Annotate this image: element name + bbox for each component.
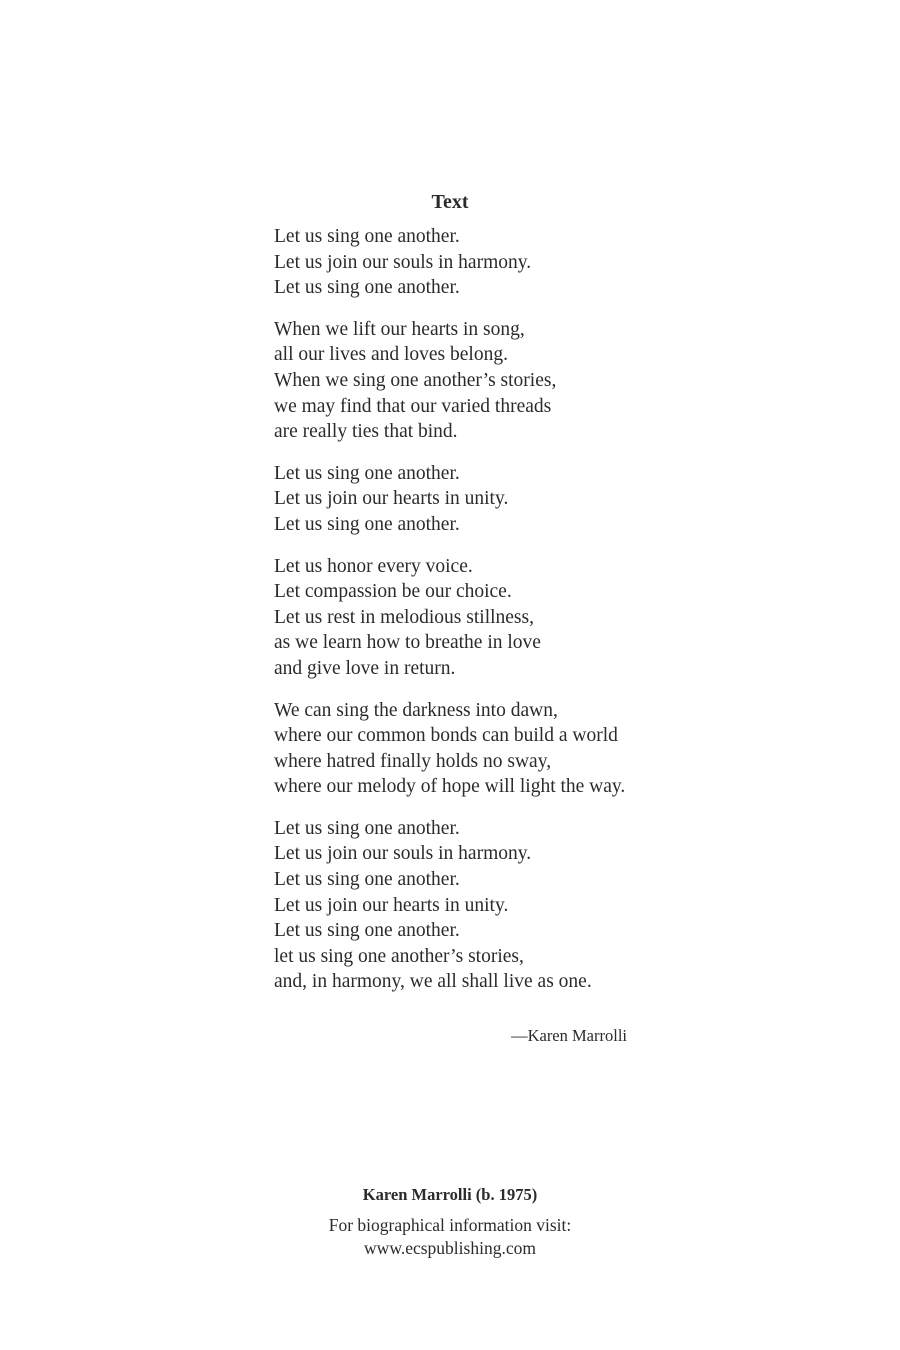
poem-line: When we lift our hearts in song,	[274, 318, 525, 340]
poem-line: Let us sing one another.	[274, 226, 460, 247]
stanza	[274, 461, 654, 538]
poem-line: Let us sing one another.	[274, 513, 460, 535]
poem-line: Let us join our hearts in unity.	[274, 488, 509, 510]
stanza	[274, 554, 654, 682]
poem-line: where our common bonds can build a world	[274, 725, 618, 747]
poem-line: Let compassion be our choice.	[274, 581, 512, 603]
poem-line: Let us join our souls in harmony.	[274, 843, 532, 865]
composer-bio	[0, 1184, 900, 1260]
stanza	[274, 317, 654, 445]
stanza	[274, 698, 654, 800]
bio-info: For biographical information visit:	[328, 1215, 572, 1235]
poem-line: Let us sing one another.	[274, 920, 460, 942]
poem-line: where hatred finally holds no sway,	[274, 750, 552, 772]
stanza	[274, 224, 654, 301]
poem-line: Let us rest in melodious stillness,	[274, 606, 534, 628]
bio-name: Karen Marrolli (b. 1975)	[362, 1185, 538, 1204]
poem-line: are really ties that bind.	[274, 421, 458, 443]
poem-attribution: —Karen Marrolli	[511, 1026, 627, 1045]
poem-body	[274, 224, 654, 1011]
poem-line: let us sing one another’s stories,	[274, 945, 524, 967]
poem-line: Let us join our hearts in unity.	[274, 894, 509, 916]
poem-line: and give love in return.	[274, 657, 456, 679]
poem-line: we may find that our varied threads	[274, 395, 552, 417]
stanza	[274, 816, 654, 995]
poem-line: Let us sing one another.	[274, 462, 460, 484]
poem-line: When we sing one another’s stories,	[274, 369, 557, 391]
poem-line: and, in harmony, we all shall live as one.	[274, 971, 592, 993]
poem-line: Let us sing one another.	[274, 817, 460, 839]
poem-line: We can sing the darkness into dawn,	[274, 699, 558, 721]
poem-line: Let us sing one another.	[274, 869, 460, 891]
poem-line: Let us honor every voice.	[274, 555, 473, 577]
poem-line: Let us join our souls in harmony.	[274, 251, 532, 273]
poem-title: Text	[431, 191, 469, 213]
poem-line: where our melody of hope will light the way.	[274, 776, 626, 798]
poem-line: as we learn how to breathe in love	[274, 632, 541, 654]
bio-website-link[interactable]: www.ecspublishing.com	[364, 1238, 536, 1258]
poem-line: Let us sing one another.	[274, 277, 460, 299]
poem-line: all our lives and loves belong.	[274, 344, 508, 366]
